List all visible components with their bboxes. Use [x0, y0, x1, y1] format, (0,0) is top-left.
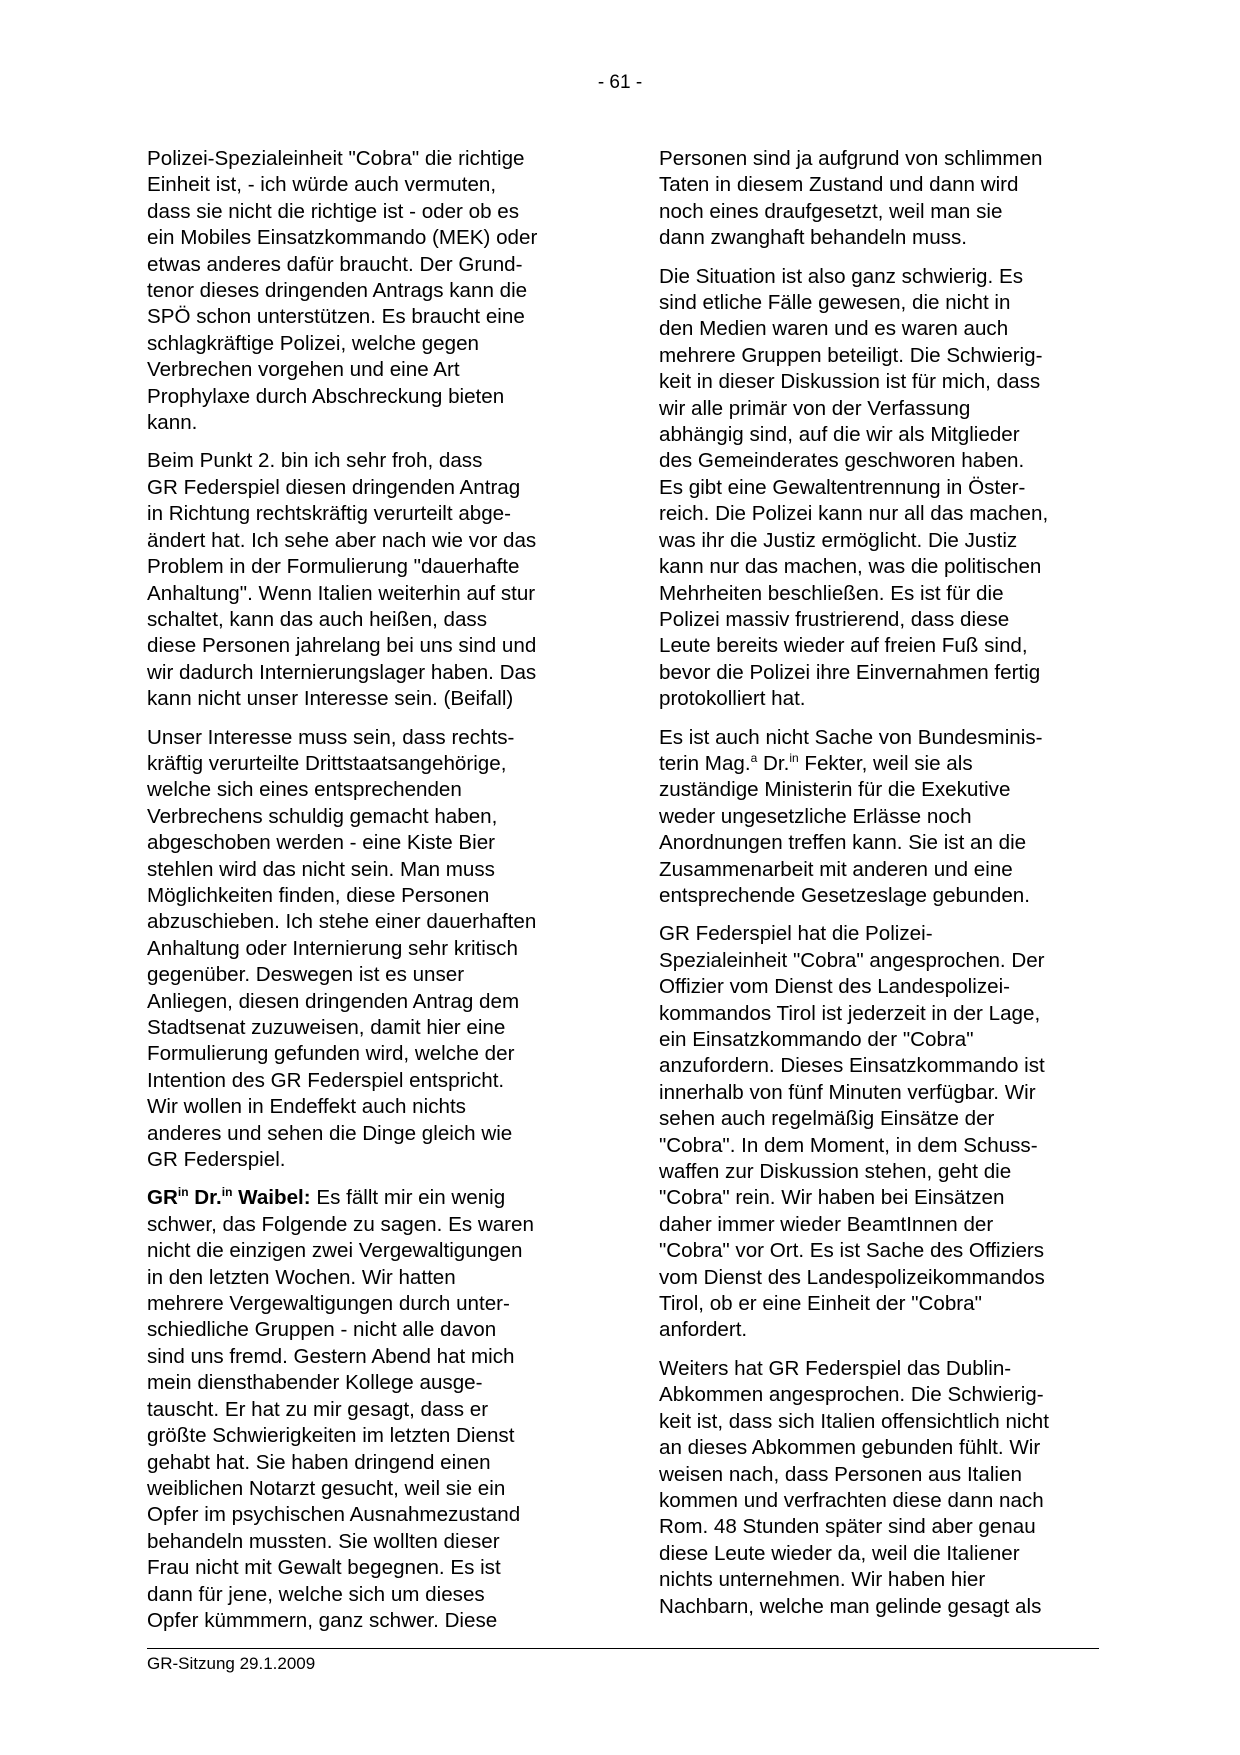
- text-line: Die Situation ist also ganz schwierig. Es: [659, 264, 1023, 288]
- text-line: weiblichen Notarzt gesucht, weil sie ein: [147, 1476, 506, 1500]
- text-line: Personen sind ja aufgrund von schlimmen: [659, 147, 1043, 170]
- text-line: Möglichkeiten finden, diese Personen: [147, 883, 490, 907]
- text-line: GR Federspiel hat die Polizei-: [659, 922, 933, 946]
- text-line: daher immer wieder BeamtInnen der: [659, 1212, 994, 1236]
- text-line: Taten in diesem Zustand und dann wird: [659, 173, 1019, 197]
- text-line: anderes und sehen die Dinge gleich wie: [147, 1121, 513, 1145]
- text-line: dann zwanghaft behandeln muss.: [659, 226, 967, 250]
- text-line: Intention des GR Federspiel entspricht.: [147, 1068, 505, 1092]
- paragraph: [147, 725, 587, 1174]
- text-line: bevor die Polizei ihre Einvernahmen fertig: [659, 660, 1041, 684]
- text-line: den Medien waren und es waren auch: [659, 317, 1009, 341]
- text-line: vom Dienst des Landespolizeikommandos: [659, 1265, 1045, 1289]
- footer-divider: [147, 1648, 1099, 1649]
- text-line: "Cobra" rein. Wir haben bei Einsätzen: [659, 1186, 1005, 1210]
- text-line: Prophylaxe durch Abschreckung bieten: [147, 384, 505, 408]
- text-line: schlagkräftige Polizei, welche gegen: [147, 331, 479, 355]
- text-line: Beim Punkt 2. bin ich sehr froh, dass: [147, 449, 483, 473]
- text-line: Unser Interesse muss sein, dass rechts-: [147, 725, 515, 749]
- text-line: reich. Die Polizei kann nur all das machen,: [659, 502, 1049, 526]
- text-line: kann.: [147, 411, 198, 435]
- speech-first-line: [147, 1185, 587, 1211]
- text-line: Polizei-Spezialeinheit "Cobra" die richtige: [147, 147, 525, 170]
- text-line: kommandos Tirol ist jederzeit in der Lage,: [659, 1001, 1041, 1025]
- speech-text: Es fällt mir ein wenig: [310, 1186, 506, 1210]
- paragraph: [659, 921, 1099, 1344]
- text-line: in Richtung rechtskräftig verurteilt abge-: [147, 502, 511, 526]
- text-line: ein Mobiles Einsatzkommando (MEK) oder: [147, 226, 538, 250]
- speaker-surname: Waibel:: [232, 1186, 311, 1210]
- text-line: diese Leute wieder da, weil die Italiener: [659, 1541, 1020, 1565]
- text-line: nicht die einzigen zwei Vergewaltigungen: [147, 1239, 523, 1263]
- text-line: stehlen wird das nicht sein. Man muss: [147, 857, 495, 881]
- text-line: behandeln mussten. Sie wollten dieser: [147, 1529, 500, 1553]
- text-line: Zusammenarbeit mit anderen und eine: [659, 857, 1013, 881]
- paragraph: [147, 448, 587, 712]
- footer-session-date: GR-Sitzung 29.1.2009: [147, 1654, 316, 1673]
- text-line: abhängig sind, auf die wir als Mitglieder: [659, 423, 1020, 447]
- text-line: weder ungesetzliche Erlässe noch: [659, 804, 972, 828]
- text-line: welche sich eines entsprechenden: [147, 778, 462, 802]
- text-line: protokolliert hat.: [659, 687, 806, 711]
- text-line: Einheit ist, - ich würde auch vermuten,: [147, 173, 497, 197]
- paragraph: [659, 725, 1099, 910]
- text-line: mehrere Vergewaltigungen durch unter-: [147, 1292, 510, 1316]
- text-line: Anhaltung". Wenn Italien weiterhin auf stur: [147, 581, 536, 605]
- text-line: tenor dieses dringenden Antrags kann die: [147, 279, 528, 303]
- text-line: des Gemeinderates geschworen haben.: [659, 449, 1025, 473]
- superscript: in: [789, 750, 799, 765]
- text-line: gegenüber. Deswegen ist es unser: [147, 963, 465, 987]
- text-line: zuständige Ministerin für die Exekutive: [659, 778, 1011, 802]
- speech-paragraph: [147, 1185, 587, 1634]
- text-line: waffen zur Diskussion stehen, geht die: [659, 1160, 1012, 1184]
- text-line: dass sie nicht die richtige ist - oder ob es: [147, 199, 520, 223]
- text-line: Offizier vom Dienst des Landespolizei-: [659, 975, 1011, 999]
- text-line: nichts unternehmen. Wir haben hier: [659, 1568, 986, 1592]
- text-line: ein Einsatzkommando der "Cobra": [659, 1028, 974, 1051]
- text-line: ändert hat. Ich sehe aber nach wie vor das: [147, 528, 537, 552]
- text-line: wir alle primär von der Verfassung: [659, 396, 971, 420]
- paragraph: [659, 264, 1099, 713]
- text-line: sehen auch regelmäßig Einsätze der: [659, 1107, 995, 1131]
- speaker-title: GR: [147, 1186, 178, 1210]
- text-line: Spezialeinheit "Cobra" angesprochen. Der: [659, 948, 1045, 972]
- text-line: Stadtsenat zuzuweisen, damit hier eine: [147, 1016, 506, 1039]
- text-line: mein diensthabender Kollege ausge-: [147, 1371, 483, 1395]
- text-line: schaltet, kann das auch heißen, dass: [147, 607, 488, 631]
- text-line: Es gibt eine Gewaltentrennung in Öster-: [659, 475, 1026, 499]
- text-line: Tirol, ob er eine Einheit der "Cobra": [659, 1292, 982, 1316]
- paragraph: [147, 146, 587, 436]
- page-number: - 61 -: [597, 72, 643, 93]
- text-line: was ihr die Justiz ermöglicht. Die Justiz: [659, 528, 1018, 552]
- text-line: Verbrechens schuldig gemacht haben,: [147, 804, 498, 828]
- text-line: sind etliche Fälle gewesen, die nicht in: [659, 291, 1011, 315]
- text-line: Mehrheiten beschließen. Es ist für die: [659, 581, 1004, 605]
- text-line: mehrere Gruppen beteiligt. Die Schwierig-: [659, 343, 1043, 367]
- text-line: in den letzten Wochen. Wir hatten: [147, 1265, 456, 1289]
- text-line: Weiters hat GR Federspiel das Dublin-: [659, 1356, 1012, 1380]
- text-line: diese Personen jahrelang bei uns sind und: [147, 634, 537, 658]
- text-line: "Cobra" vor Ort. Es ist Sache des Offiziers: [659, 1239, 1045, 1263]
- text-line: GR Federspiel diesen dringenden Antrag: [147, 475, 521, 499]
- text-line: etwas anderes dafür braucht. Der Grund-: [147, 252, 523, 276]
- text-line: Verbrechen vorgehen und eine Art: [147, 358, 460, 382]
- text-line: keit ist, dass sich Italien offensichtlich nicht: [659, 1409, 1049, 1433]
- text-line: an dieses Abkommen gebunden fühlt. Wir: [659, 1436, 1041, 1460]
- text-line: tauscht. Er hat zu mir gesagt, dass er: [147, 1397, 489, 1421]
- text-fragment: terin Mag.: [659, 751, 751, 775]
- text-line: Formulierung gefunden wird, welche der: [147, 1042, 515, 1066]
- speaker-degree: Dr.: [188, 1186, 222, 1210]
- text-line: anfordert.: [659, 1318, 748, 1342]
- text-line: Anhaltung oder Internierung sehr kritisch: [147, 936, 518, 960]
- text-line: gehabt hat. Sie haben dringend einen: [147, 1450, 491, 1474]
- text-line: [659, 751, 1099, 777]
- text-line: abzuschieben. Ich stehe einer dauerhaften: [147, 910, 537, 934]
- text-line: kommen und verfrachten diese dann nach: [659, 1488, 1044, 1512]
- title-superscript: in: [177, 1185, 189, 1200]
- text-line: anzufordern. Dieses Einsatzkommando ist: [659, 1054, 1045, 1078]
- text-line: größte Schwierigkeiten im letzten Dienst: [147, 1424, 515, 1448]
- text-line: noch eines draufgesetzt, weil man sie: [659, 199, 1003, 223]
- paragraph: [659, 1356, 1099, 1620]
- text-fragment: Dr.: [757, 751, 790, 775]
- text-line: weisen nach, dass Personen aus Italien: [659, 1462, 1022, 1486]
- text-line: GR Federspiel.: [147, 1148, 286, 1172]
- text-line: Frau nicht mit Gewalt begegnen. Es ist: [147, 1556, 501, 1580]
- text-line: Anordnungen treffen kann. Sie ist an die: [659, 831, 1027, 855]
- text-line: keit in dieser Diskussion ist für mich, dass: [659, 370, 1041, 394]
- text-line: abgeschoben werden - eine Kiste Bier: [147, 831, 496, 855]
- text-line: Opfer im psychischen Ausnahmezustand: [147, 1503, 521, 1527]
- left-column: [147, 146, 587, 1646]
- text-line: entsprechende Gesetzeslage gebunden.: [659, 883, 1030, 907]
- text-line: Problem in der Formulierung "dauerhafte: [147, 555, 520, 579]
- text-line: innerhalb von fünf Minuten verfügbar. Wir: [659, 1080, 1036, 1104]
- text-line: Opfer kümmmern, ganz schwer. Diese: [147, 1608, 498, 1632]
- text-line: wir dadurch Internierungslager haben. Das: [147, 660, 537, 684]
- text-line: SPÖ schon unterstützen. Es braucht eine: [147, 305, 525, 329]
- text-line: schiedliche Gruppen - nicht alle davon: [147, 1318, 497, 1342]
- speaker-name: [147, 1186, 311, 1209]
- text-line: Rom. 48 Stunden später sind aber genau: [659, 1515, 1036, 1539]
- text-line: sind uns fremd. Gestern Abend hat mich: [147, 1344, 515, 1368]
- degree-superscript: in: [221, 1185, 233, 1200]
- superscript: a: [750, 750, 758, 765]
- text-line: kann nicht unser Interesse sein. (Beifall): [147, 687, 514, 711]
- text-line: kräftig verurteilte Drittstaatsangehörige,: [147, 751, 507, 775]
- text-line: Nachbarn, welche man gelinde gesagt als: [659, 1594, 1042, 1618]
- text-line: Es ist auch nicht Sache von Bundesminis-: [659, 725, 1043, 749]
- text-line: "Cobra". In dem Moment, in dem Schuss-: [659, 1133, 1038, 1157]
- text-line: schwer, das Folgende zu sagen. Es waren: [147, 1212, 534, 1236]
- text-line: Wir wollen in Endeffekt auch nichts: [147, 1095, 466, 1119]
- right-column: [659, 146, 1099, 1632]
- text-line: kann nur das machen, was die politischen: [659, 555, 1042, 579]
- text-line: Abkommen angesprochen. Die Schwierig-: [659, 1383, 1044, 1407]
- text-fragment: Fekter, weil sie als: [798, 751, 973, 775]
- text-line: Leute bereits wieder auf freien Fuß sind,: [659, 634, 1028, 658]
- paragraph: [659, 146, 1099, 252]
- text-line: dann für jene, welche sich um dieses: [147, 1582, 485, 1606]
- text-line: Anliegen, diesen dringenden Antrag dem: [147, 989, 520, 1013]
- text-line: Polizei massiv frustrierend, dass diese: [659, 607, 1010, 631]
